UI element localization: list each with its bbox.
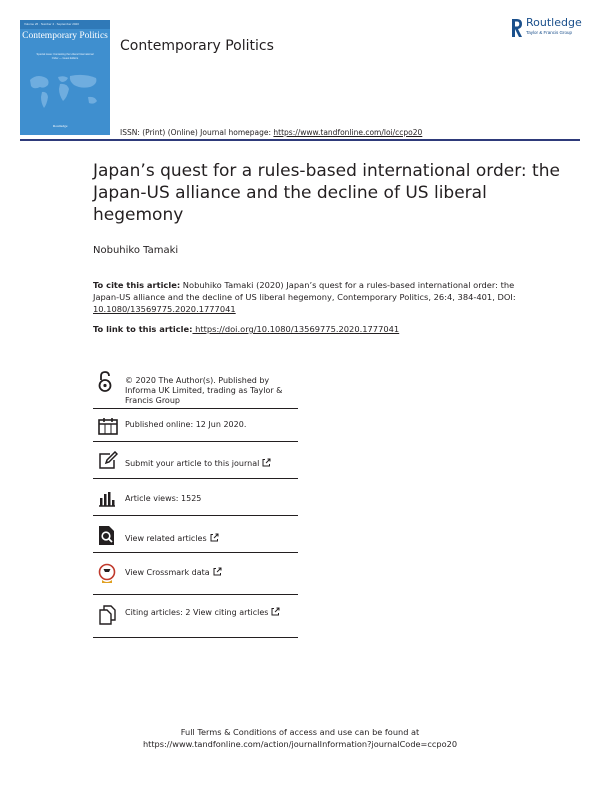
external-link-icon [213, 567, 222, 576]
views-count: Article views: 1525 [125, 494, 202, 503]
cover-title: Contemporary Politics [22, 31, 108, 41]
article-doi-link[interactable]: https://doi.org/10.1080/13569775.2020.1777041 [192, 324, 400, 334]
open-access-icon [98, 371, 112, 393]
cover-header-text: Volume 26 · Number 4 · September 2020 [24, 22, 79, 26]
related-search-icon [98, 525, 116, 546]
crossmark-item[interactable] [93, 553, 298, 595]
crossmark-text [125, 567, 222, 578]
citing-label: Citing articles: 2 View citing articles [125, 608, 269, 617]
crossmark-icon [98, 563, 116, 585]
issn-line [120, 128, 422, 137]
article-link-line [93, 324, 399, 334]
citing-documents-icon [98, 605, 118, 625]
cover-publisher: Routledge [53, 124, 68, 128]
external-link-icon [262, 458, 271, 467]
related-label: View related articles [125, 534, 207, 543]
issn-prefix: ISSN: (Print) (Online) Journal homepage: [120, 128, 274, 137]
journal-homepage-link[interactable]: https://www.tandfonline.com/loi/ccpo20 [273, 128, 423, 137]
publisher-logo[interactable] [510, 17, 590, 41]
calendar-icon [98, 417, 118, 435]
citation-text: Nobuhiko Tamaki (2020) Japan’s quest for a rules-based international order: the Japan-US alliance and the decline of US liberal hegemony, Contemporary Politics, 26:4, 384-401, DOI: [93, 280, 516, 302]
citation-label: To cite this article: [93, 280, 181, 290]
license-text: © 2020 The Author(s). Published by Informa UK Limited, trading as Taylor & Francis Group [125, 376, 283, 405]
citation-block [93, 279, 533, 315]
related-text [125, 533, 219, 544]
views-item [93, 479, 298, 516]
article-title: Japan’s quest for a rules-based international order: the Japan-US alliance and the decline of US liberal hegemony [93, 161, 560, 225]
submit-label: Submit your article to this journal [125, 459, 260, 468]
cover-subtitle: Special issue: Contesting the Liberal International Order — Guest Editors [36, 53, 94, 60]
article-author: Nobuhiko Tamaki [93, 245, 179, 256]
footer-terms-link[interactable]: https://www.tandfonline.com/action/journalInformation?journalCode=ccpo20 [142, 739, 458, 749]
publisher-tagline: Taylor & Francis Group [526, 30, 573, 35]
journal-name[interactable]: Contemporary Politics [120, 38, 274, 54]
footer [100, 726, 500, 750]
license-item[interactable] [93, 368, 298, 409]
related-item[interactable] [93, 516, 298, 553]
edit-pencil-icon [98, 451, 118, 469]
submit-text [125, 458, 271, 469]
article-info-list [93, 368, 298, 638]
link-label: To link to this article: [93, 324, 193, 334]
crossmark-label: View Crossmark data [125, 568, 210, 577]
header-divider [20, 139, 580, 141]
bar-chart-icon [98, 491, 116, 507]
journal-cover-image [20, 20, 110, 135]
world-map-graphic [26, 70, 104, 114]
published-item [93, 409, 298, 442]
citation-doi-link[interactable]: 10.1080/13569775.2020.1777041 [93, 304, 236, 314]
citing-text [125, 607, 280, 618]
citing-item[interactable] [93, 595, 298, 638]
submit-item[interactable] [93, 442, 298, 479]
publisher-name: Routledge [526, 16, 582, 29]
external-link-icon [210, 533, 219, 542]
published-date: Published online: 12 Jun 2020. [125, 420, 247, 429]
external-link-icon [271, 607, 280, 616]
footer-line-1: Full Terms & Conditions of access and use can be found at [180, 727, 420, 737]
routledge-r-icon [510, 17, 524, 39]
